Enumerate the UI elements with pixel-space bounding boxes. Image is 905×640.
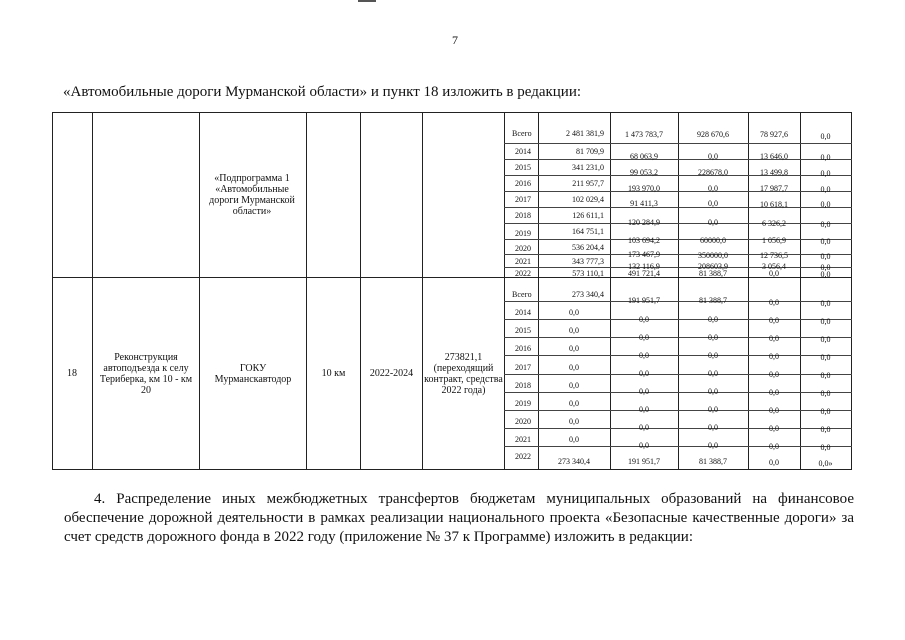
value-cell: 0,0 — [639, 387, 649, 396]
value-cell: 0,0 — [708, 199, 718, 208]
value-cell: 1 473 783,7 — [625, 130, 663, 139]
value-cell: 10 618,1 — [760, 200, 788, 209]
value-cell: 0,0 — [820, 407, 831, 416]
value-cell: 13 499,8 — [760, 168, 788, 177]
value-cell: 573 110,1 — [572, 269, 604, 278]
value-cell: 0,0 — [769, 334, 779, 343]
subprogram-number — [93, 113, 199, 277]
year-label: 2019 — [515, 399, 531, 408]
value-cell: 0,0 — [708, 184, 718, 193]
value-cell: 0,0 — [769, 458, 779, 467]
table-border-bottom — [52, 469, 852, 470]
year-label: 2015 — [515, 163, 531, 172]
value-cell: 191 951,7 — [628, 296, 660, 305]
value-cell: 0,0 — [569, 308, 579, 317]
value-cell: 0,0 — [708, 333, 718, 342]
value-cell: 0,0 — [708, 405, 718, 414]
value-cell: 0,0 — [708, 387, 718, 396]
value-cell: 78 927,6 — [760, 130, 788, 139]
value-cell: 536 204,4 — [572, 243, 604, 252]
value-cell: 0,0 — [820, 169, 831, 178]
value-cell: 0,0 — [639, 333, 649, 342]
item-capacity: 10 км — [321, 368, 346, 379]
value-cell: 0,0 — [769, 388, 779, 397]
value-cell: 0,0 — [820, 153, 831, 162]
value-cell: 0,0 — [708, 218, 718, 227]
top-edge-mark — [358, 0, 376, 2]
value-cell: 0,0 — [708, 152, 718, 161]
year-label: 2016 — [515, 344, 531, 353]
value-cell: 0,0 — [769, 352, 779, 361]
year-label: 2015 — [515, 326, 531, 335]
value-cell: 0,0 — [820, 270, 831, 279]
year-label: 2017 — [515, 363, 531, 372]
year-label: 2018 — [515, 211, 531, 220]
value-cell: 0,0 — [708, 423, 718, 432]
value-cell: 0,0 — [708, 369, 718, 378]
table-border-right — [851, 112, 852, 470]
year-label: 2018 — [515, 381, 531, 390]
value-cell: 0,0 — [820, 299, 831, 308]
column-divider — [748, 112, 749, 470]
value-cell: 0,0 — [708, 351, 718, 360]
value-cell: 0,0 — [639, 351, 649, 360]
column-divider — [422, 112, 423, 470]
year-label: 2016 — [515, 179, 531, 188]
column-divider — [504, 112, 505, 470]
value-cell: 81 388,7 — [699, 457, 727, 466]
value-cell: 102 029,4 — [572, 195, 604, 204]
value-cell: 0,0 — [820, 220, 831, 229]
value-cell: 0,0 — [820, 252, 831, 261]
value-cell: 12 736,5 — [760, 251, 788, 260]
value-cell: 0,0 — [569, 363, 579, 372]
value-cell: 13 646,0 — [760, 152, 788, 161]
value-cell: 228678,0 — [698, 168, 728, 177]
year-label: 2020 — [515, 417, 531, 426]
year-label: 2014 — [515, 147, 531, 156]
value-cell: 0,0 — [820, 371, 831, 380]
value-cell: 0,0 — [769, 370, 779, 379]
value-cell: 120 284,9 — [628, 218, 660, 227]
value-cell: 0,0 — [769, 424, 779, 433]
budget-table — [52, 112, 852, 470]
value-cell: 0,0 — [820, 200, 831, 209]
value-cell: 81 388,7 — [699, 269, 727, 278]
column-divider — [610, 112, 611, 470]
year-label: 2022 — [515, 452, 531, 461]
value-cell: 81 388,7 — [699, 296, 727, 305]
column-divider — [678, 112, 679, 470]
value-cell: 103 694,2 — [628, 236, 660, 245]
value-cell: 0,0 — [820, 353, 831, 362]
item-number: 18 — [67, 368, 77, 379]
year-label: Всего — [512, 129, 532, 138]
value-cell: 3 056,4 — [762, 262, 786, 271]
value-cell: 81 709,9 — [576, 147, 604, 156]
value-cell: 173 467,9 — [628, 250, 660, 259]
value-cell: 0,0 — [708, 441, 718, 450]
value-cell: 0,0 — [639, 315, 649, 324]
year-label: 2021 — [515, 257, 531, 266]
value-cell: 208603,9 — [698, 262, 728, 271]
value-cell: 0,0 — [708, 315, 718, 324]
item-name: Реконструкция автоподъезда к селу Териберка, км 10 - км 20 — [99, 351, 193, 396]
value-cell: 0,0 — [820, 317, 831, 326]
value-cell: 0,0 — [820, 389, 831, 398]
value-cell: 211 957,7 — [572, 179, 604, 188]
value-cell: 132 116,9 — [628, 262, 660, 271]
subprogram-name: «Подпрограмма 1 «Автомобильные дороги Мурманской области» — [209, 173, 295, 217]
value-cell: 0,0 — [820, 263, 831, 272]
year-label: 2020 — [515, 244, 531, 253]
item-customer: ГОКУ Мурманскавтодор — [214, 362, 292, 385]
item-cost: 273821,1 (переходящий контракт, средства 2022 года) — [424, 351, 503, 396]
value-cell: 0,0 — [639, 369, 649, 378]
value-cell: 350000,0 — [698, 251, 728, 260]
value-cell: 0,0 — [569, 344, 579, 353]
value-cell: 0,0 — [769, 298, 779, 307]
value-cell: 2 481 381,9 — [566, 129, 604, 138]
value-cell: 0,0 — [820, 335, 831, 344]
value-cell: 0,0 — [820, 443, 831, 452]
value-cell: 126 611,1 — [572, 211, 604, 220]
year-label: 2021 — [515, 435, 531, 444]
value-cell: 0,0 — [820, 237, 831, 246]
value-cell: 191 951,7 — [628, 457, 660, 466]
value-cell: 0,0 — [769, 269, 779, 278]
value-cell: 0,0» — [818, 459, 833, 468]
value-cell: 0,0 — [820, 132, 831, 141]
year-label: Всего — [512, 290, 532, 299]
value-cell: 0,0 — [820, 425, 831, 434]
year-label: 2022 — [515, 269, 531, 278]
value-cell: 68 063,9 — [630, 152, 658, 161]
value-cell: 6 326,2 — [762, 219, 786, 228]
value-cell: 99 053,2 — [630, 168, 658, 177]
value-cell: 0,0 — [569, 435, 579, 444]
value-cell: 273 340,4 — [572, 290, 604, 299]
value-cell: 0,0 — [569, 326, 579, 335]
value-cell: 0,0 — [569, 417, 579, 426]
value-cell: 60000,0 — [700, 236, 726, 245]
intro-text: «Автомобильные дороги Мурманской области» и пункт 18 изложить в редакции: — [63, 84, 582, 100]
value-cell: 491 721,4 — [628, 269, 660, 278]
value-cell: 0,0 — [820, 185, 831, 194]
value-cell: 0,0 — [639, 423, 649, 432]
value-cell: 193 970,0 — [628, 184, 660, 193]
year-label: 2014 — [515, 308, 531, 317]
item-period: 2022-2024 — [369, 368, 414, 379]
year-label: 2017 — [515, 195, 531, 204]
value-cell: 17 987,7 — [760, 184, 788, 193]
value-cell: 0,0 — [769, 406, 779, 415]
value-cell: 0,0 — [569, 381, 579, 390]
column-divider — [800, 112, 801, 470]
value-cell: 341 231,0 — [572, 163, 604, 172]
column-divider — [199, 112, 200, 470]
value-cell: 164 751,1 — [572, 227, 604, 236]
value-cell: 0,0 — [769, 316, 779, 325]
value-cell: 0,0 — [769, 442, 779, 451]
value-cell: 1 056,9 — [762, 236, 786, 245]
value-cell: 928 670,6 — [697, 130, 729, 139]
value-cell: 91 411,3 — [630, 199, 658, 208]
row-divider — [504, 143, 852, 144]
paragraph-item-4: 4. Распределение иных межбюджетных трансфертов бюджетам муниципальных образований на финансовое обеспечение дорожной деятельности в рамках реализации национального проекта «Безопасные качественные дороги» за счет средств дорожного фонда в 2022 году (приложение № 37 к Программе) изложить в редакции: — [64, 491, 854, 545]
year-label: 2019 — [515, 229, 531, 238]
value-cell: 0,0 — [639, 405, 649, 414]
value-cell: 273 340,4 — [558, 457, 590, 466]
value-cell: 0,0 — [569, 399, 579, 408]
value-cell: 343 777,3 — [572, 257, 604, 266]
page-number: 7 — [452, 33, 458, 47]
value-cell: 0,0 — [639, 441, 649, 450]
